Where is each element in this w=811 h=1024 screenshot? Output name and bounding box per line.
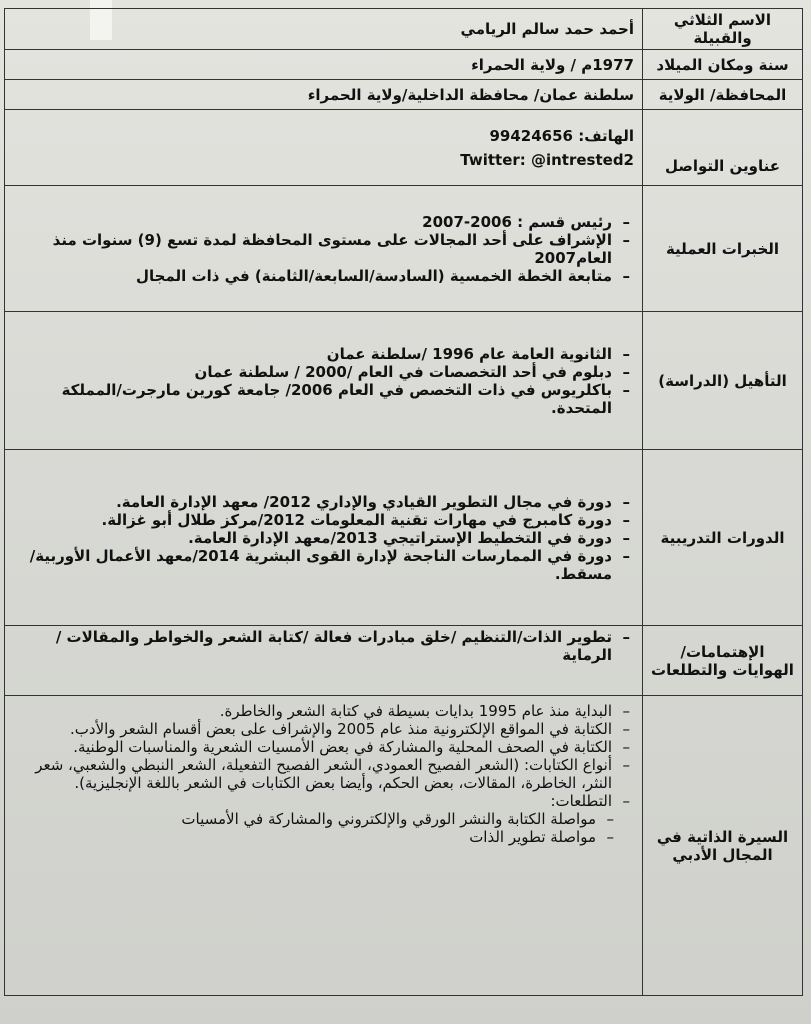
goals-list bbox=[13, 810, 618, 846]
list-item: – مواصلة الكتابة والنشر الورقي والإلكتروني والمشاركة في الأمسيات bbox=[13, 810, 618, 828]
name-value: أحمد حمد سالم الريامي bbox=[5, 9, 643, 50]
list-item: – مواصلة تطوير الذات bbox=[13, 828, 618, 846]
experience-row bbox=[5, 186, 803, 312]
list-item: – البداية منذ عام 1995 بدايات بسيطة في كتابة الشعر والخاطرة. bbox=[13, 702, 634, 720]
birth-value: 1977م / ولاية الحمراء bbox=[5, 50, 643, 80]
experience-label: الخبرات العملية bbox=[643, 186, 803, 312]
interests-row bbox=[5, 626, 803, 696]
list-item: – دورة في الممارسات الناجحة لإدارة القوى البشرية 2014/معهد الأعمال الأوربية/ مسقط. bbox=[13, 547, 634, 583]
education-cell bbox=[5, 312, 643, 450]
education-row bbox=[5, 312, 803, 450]
list-item: – دورة في التخطيط الإستراتيجي 2013/معهد الإدارة العامة. bbox=[13, 529, 634, 547]
courses-list bbox=[13, 493, 634, 583]
name-row bbox=[5, 9, 803, 50]
contact-label: عناوين التواصل bbox=[643, 110, 803, 186]
name-label: الاسم الثلاثي والقبيلة bbox=[643, 9, 803, 50]
courses-label: الدورات التدريبية bbox=[643, 450, 803, 626]
contact-row bbox=[5, 110, 803, 186]
interests-label: الإهتمامات/الهوايات والتطلعات bbox=[643, 626, 803, 696]
list-item: – الإشراف على أحد المجالات على مستوى المحافظة لمدة تسع (9) سنوات منذ العام2007 bbox=[13, 231, 634, 267]
goals-heading: – التطلعات: bbox=[13, 792, 634, 810]
list-item: – دبلوم في أحد التخصصات في العام /2000 / سلطنة عمان bbox=[13, 363, 634, 381]
literary-cell bbox=[5, 696, 643, 996]
list-item: – الكتابة في الصحف المحلية والمشاركة في بعض الأمسيات الشعرية والمناسبات الوطنية. bbox=[13, 738, 634, 756]
region-value: سلطنة عمان/ محافظة الداخلية/ولاية الحمراء bbox=[5, 80, 643, 110]
region-row bbox=[5, 80, 803, 110]
birth-label: سنة ومكان الميلاد bbox=[643, 50, 803, 80]
education-list bbox=[13, 345, 634, 417]
literary-row bbox=[5, 696, 803, 996]
list-item: – الكتابة في المواقع الإلكترونية منذ عام 2005 والإشراف على بعض أقسام الشعر والأدب. bbox=[13, 720, 634, 738]
list-item: – الثانوية العامة عام 1996 /سلطنة عمان bbox=[13, 345, 634, 363]
literary-label: السيرة الذاتية في المجال الأدبي bbox=[643, 696, 803, 996]
interests-list bbox=[13, 628, 634, 664]
birth-row bbox=[5, 50, 803, 80]
contact-cell bbox=[5, 110, 643, 186]
cv-table bbox=[4, 8, 803, 996]
region-label: المحافظة/ الولاية bbox=[643, 80, 803, 110]
twitter-handle: Twitter: @intrested2 bbox=[460, 150, 634, 169]
list-item: – دورة كامبرج في مهارات تقنية المعلومات 2012/مركز طلال أبو غزالة. bbox=[13, 511, 634, 529]
courses-cell bbox=[5, 450, 643, 626]
phone-line: الهاتف: 99424656 bbox=[489, 126, 634, 145]
list-item: – رئيس قسم : 2006-2007 bbox=[13, 213, 634, 231]
experience-cell bbox=[5, 186, 643, 312]
courses-row bbox=[5, 450, 803, 626]
literary-list bbox=[13, 702, 634, 810]
list-item: – باكلريوس في ذات التخصص في العام 2006/ جامعة كورين مارجرت/المملكة المتحدة. bbox=[13, 381, 634, 417]
interests-cell bbox=[5, 626, 643, 696]
list-item: – أنواع الكتابات: (الشعر الفصيح العمودي، الشعر الفصيح التفعيلة، الشعر النبطي والشعبي، شعر النثر، الخاطرة، المقالات، بعض الحكم، وأيضا بعض الكتابات في الشعر باللغة الإنجليزية). bbox=[13, 756, 634, 792]
list-item: – متابعة الخطة الخمسية (السادسة/السابعة/الثامنة) في ذات المجال bbox=[13, 267, 634, 285]
list-item: – تطوير الذات/التنظيم /خلق مبادرات فعالة /كتابة الشعر والخواطر والمقالات /الرماية bbox=[13, 628, 634, 664]
list-item: – دورة في مجال التطوير القيادي والإداري 2012/ معهد الإدارة العامة. bbox=[13, 493, 634, 511]
experience-list bbox=[13, 213, 634, 285]
education-label: التأهيل (الدراسة) bbox=[643, 312, 803, 450]
